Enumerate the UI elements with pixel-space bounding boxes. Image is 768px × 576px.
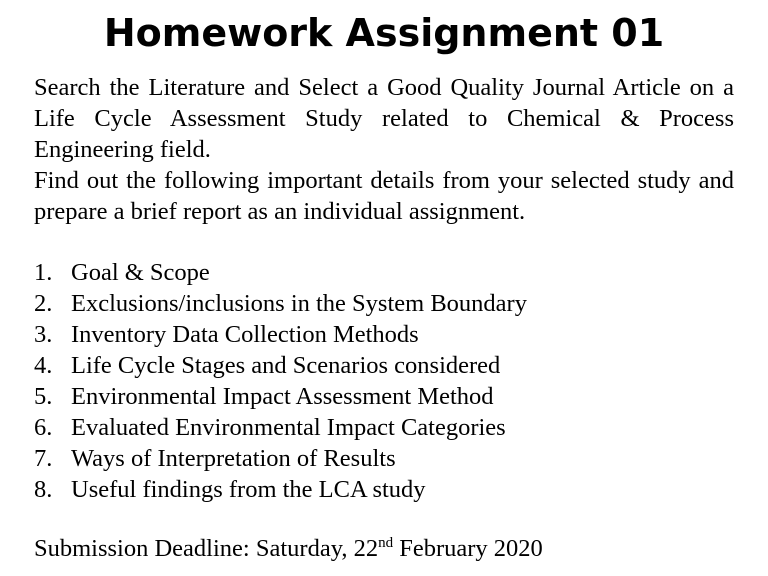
list-item-number: 6. (34, 414, 53, 441)
list-item (34, 443, 527, 474)
deadline-date-superscript: nd (378, 535, 394, 551)
list-item-number: 8. (34, 476, 53, 503)
instructions-paragraph-1 (34, 72, 734, 165)
list-item (34, 350, 527, 381)
list-item (34, 412, 527, 443)
list-item (34, 474, 527, 505)
list-item-number: 7. (34, 445, 53, 472)
list-item (34, 381, 527, 412)
list-item-number: 3. (34, 321, 53, 348)
list-item-text: Life Cycle Stages and Scenarios considered (71, 352, 501, 379)
list-item-text: Ways of Interpretation of Results (71, 445, 396, 472)
submission-deadline (34, 533, 543, 564)
paragraph-text: Find out the following important details from your selected study and prepare a brief report as an individual assignment. (34, 167, 734, 225)
list-item-text: Exclusions/inclusions in the System Boundary (71, 290, 527, 317)
paragraph-text: Search the Literature and Select a Good Quality Journal Article on a Life Cycle Assessment Study related to Chemical & Process Engineering field. (34, 74, 734, 163)
list-item-text: Environmental Impact Assessment Method (71, 383, 494, 410)
list-item-number: 2. (34, 290, 53, 317)
list-item-number: 5. (34, 383, 53, 410)
deadline-prefix: Submission Deadline: Saturday, 22 (34, 535, 379, 562)
list-item-text: Goal & Scope (71, 259, 210, 286)
requirements-list (34, 257, 527, 505)
list-item-number: 1. (34, 259, 53, 286)
list-item (34, 319, 527, 350)
list-item (34, 288, 527, 319)
deadline-suffix: February 2020 (393, 535, 543, 562)
list-item-text: Useful findings from the LCA study (71, 476, 426, 503)
list-item (34, 257, 527, 288)
list-item-text: Inventory Data Collection Methods (71, 321, 419, 348)
list-item-number: 4. (34, 352, 53, 379)
list-item-text: Evaluated Environmental Impact Categories (71, 414, 506, 441)
page-title: Homework Assignment 01 (103, 11, 665, 55)
instructions-paragraph-2 (34, 165, 734, 227)
